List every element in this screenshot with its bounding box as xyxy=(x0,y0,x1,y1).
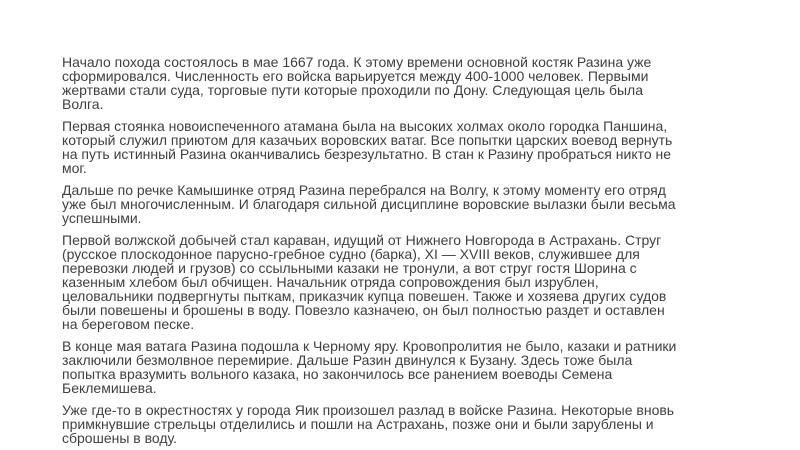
text-line: Первой волжской добычей стал караван, идущий от Нижнего Новгорода в Астрахань. Струг xyxy=(62,232,662,248)
text-line: Беклемишева. xyxy=(62,380,157,396)
text-line: Дальше по речке Камышинке отряд Разина перебрался на Волгу, к этому моменту его отряд xyxy=(62,182,666,198)
text-line: на береговом песке. xyxy=(62,316,195,332)
text-line: Начало похода состоялось в мае 1667 года. К этому времени основной костяк Разина уже xyxy=(62,54,652,70)
text-line: были повешены и брошены в воду. Повезло казначею, он был полностью раздет и оставлен xyxy=(62,302,665,318)
text-line: сброшены в воду. xyxy=(62,430,178,446)
text-line: на путь истинный Разина оканчивались безрезультатно. В стан к Разину пробраться никто не xyxy=(62,146,672,162)
paragraph xyxy=(62,55,762,111)
text-line: примкнувшие стрельцы отделились и пошли на Астрахань, позже они и были зарублены и xyxy=(62,416,654,432)
text-line: (русское плоскодонное парусно-гребное судно (барка), XI — XVIII веков, служившее для xyxy=(62,246,640,262)
text-line: мог. xyxy=(62,160,87,176)
paragraph xyxy=(62,339,762,395)
text-line: попытка вразумить вольного казака, но закончилось все ранением воеводы Семена xyxy=(62,366,613,382)
text-line: уже был многочисленным. И благодаря сильной дисциплине воровские вылазки были весьма xyxy=(62,196,676,212)
text-line: успешными. xyxy=(62,210,142,226)
text-line: который служил приютом для казачьих воровских ватаг. Все попытки царских воевод вернуть xyxy=(62,132,673,148)
paragraph xyxy=(62,403,762,445)
text-line: Волга. xyxy=(62,96,104,112)
paragraph xyxy=(62,119,762,175)
text-line: сформировался. Численность его войска варьируется между 400-1000 человек. Первыми xyxy=(62,68,649,84)
paragraph xyxy=(62,233,762,331)
paragraph xyxy=(62,183,762,225)
text-line: жертвами стали суда, торговые пути которые проходили по Дону. Следующая цель была xyxy=(62,82,643,98)
text-line: перевозки людей и грузов) со ссыльными казаки не тронули, а вот струг гостя Шорина с xyxy=(62,260,637,276)
slide-body-text xyxy=(62,55,762,445)
text-line: целовальники подвергнуты пыткам, приказчик купца повешен. Также и хозяева других судов xyxy=(62,288,667,304)
text-line: Первая стоянка новоиспеченного атамана была на высоких холмах около городка Паншина, xyxy=(62,118,668,134)
text-line: заключили безмолвное перемирие. Дальше Разин двинулся к Бузану. Здесь тоже была xyxy=(62,352,633,368)
text-line: В конце мая ватага Разина подошла к Черному яру. Кровопролития не было, казаки и ратники xyxy=(62,338,677,354)
text-line: казенным хлебом был обчищен. Начальник отряда сопровождения был изрублен, xyxy=(62,274,599,290)
text-line: Уже где-то в окрестностях у города Яик произошел разлад в войске Разина. Некоторые вновь xyxy=(62,402,675,418)
